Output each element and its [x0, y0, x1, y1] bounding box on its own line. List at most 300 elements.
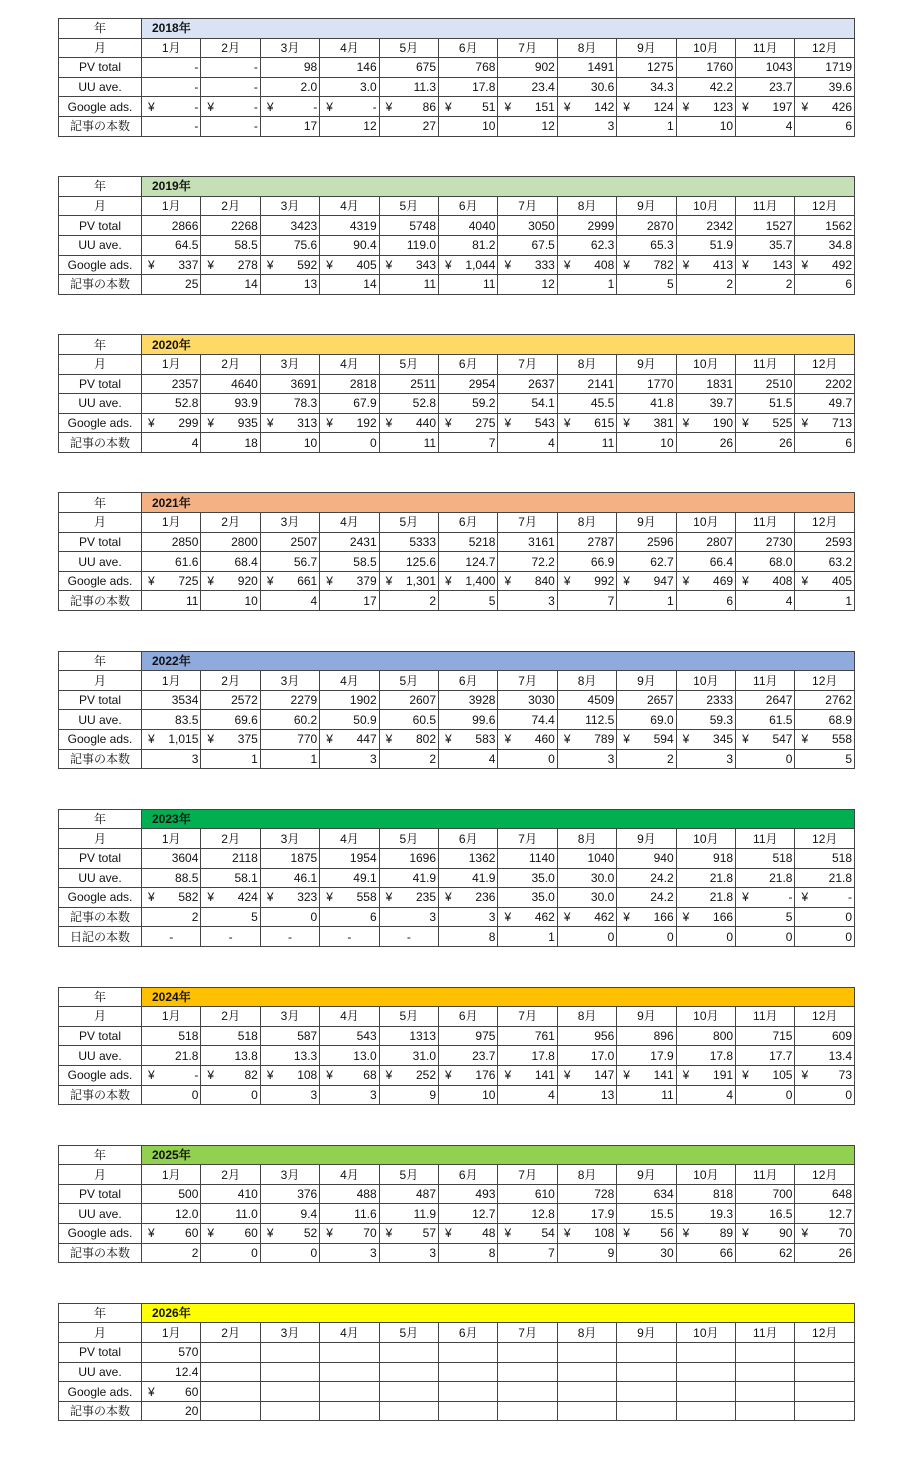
month-header[interactable]: 1月: [142, 354, 201, 374]
month-header[interactable]: 5月: [379, 513, 438, 533]
cell[interactable]: 4: [439, 749, 498, 769]
cell[interactable]: 728: [557, 1184, 616, 1204]
month-header[interactable]: 3月: [260, 1323, 319, 1343]
cell[interactable]: 1: [795, 591, 855, 611]
cell[interactable]: 8: [439, 1243, 498, 1263]
cell[interactable]: 13: [260, 275, 319, 295]
cell[interactable]: 12: [320, 116, 379, 136]
cell[interactable]: 1875: [260, 848, 319, 868]
cell[interactable]: 56.7: [260, 552, 319, 572]
cell[interactable]: [201, 97, 260, 117]
cell[interactable]: 1040: [557, 848, 616, 868]
cell[interactable]: 10: [676, 116, 735, 136]
cell[interactable]: 12.7: [439, 1204, 498, 1224]
month-label[interactable]: 月: [59, 829, 142, 849]
cell[interactable]: 25: [142, 275, 201, 295]
cell[interactable]: 0: [617, 927, 676, 947]
cell[interactable]: 2357: [142, 374, 201, 394]
cell[interactable]: [201, 413, 260, 433]
cell[interactable]: [260, 571, 319, 591]
month-header[interactable]: 3月: [260, 671, 319, 691]
month-header[interactable]: 6月: [439, 1007, 498, 1027]
cell[interactable]: [676, 1343, 735, 1363]
cell[interactable]: 3: [557, 116, 616, 136]
cell[interactable]: 3: [142, 749, 201, 769]
year-title[interactable]: 2018年: [142, 19, 855, 39]
cell[interactable]: [142, 888, 201, 908]
cell[interactable]: [736, 1343, 795, 1363]
cell[interactable]: 17: [320, 591, 379, 611]
cell[interactable]: 2800: [201, 532, 260, 552]
cell[interactable]: 2787: [557, 532, 616, 552]
cell[interactable]: 4: [498, 1085, 557, 1105]
cell[interactable]: [379, 1382, 438, 1402]
cell[interactable]: 4: [260, 591, 319, 611]
month-header[interactable]: 6月: [439, 1165, 498, 1185]
cell[interactable]: 3: [379, 1243, 438, 1263]
cell[interactable]: 10: [439, 1085, 498, 1105]
cell[interactable]: [439, 97, 498, 117]
cell[interactable]: 410: [201, 1184, 260, 1204]
month-header[interactable]: 1月: [142, 38, 201, 58]
cell[interactable]: [320, 571, 379, 591]
cell[interactable]: 35.7: [736, 235, 795, 255]
cell[interactable]: 6: [676, 591, 735, 611]
month-header[interactable]: 1月: [142, 829, 201, 849]
cell[interactable]: 2: [379, 749, 438, 769]
cell[interactable]: [260, 1382, 319, 1402]
month-header[interactable]: 3月: [260, 196, 319, 216]
month-label[interactable]: 月: [59, 1323, 142, 1343]
cell[interactable]: 800: [676, 1026, 735, 1046]
cell[interactable]: [795, 571, 855, 591]
cell[interactable]: 88.5: [142, 868, 201, 888]
cell[interactable]: 21.8: [676, 888, 735, 908]
month-label[interactable]: 月: [59, 513, 142, 533]
month-label[interactable]: 月: [59, 1007, 142, 1027]
cell[interactable]: 0: [260, 907, 319, 927]
cell[interactable]: 21.8: [736, 868, 795, 888]
cell[interactable]: 5748: [379, 216, 438, 236]
cell[interactable]: 768: [439, 58, 498, 78]
month-header[interactable]: 3月: [260, 829, 319, 849]
cell[interactable]: 543: [320, 1026, 379, 1046]
cell[interactable]: [439, 888, 498, 908]
cell[interactable]: 2: [142, 1243, 201, 1263]
year-title[interactable]: 2023年: [142, 809, 855, 829]
cell[interactable]: -: [142, 77, 201, 97]
month-header[interactable]: 8月: [557, 1007, 616, 1027]
cell[interactable]: 1562: [795, 216, 855, 236]
month-label[interactable]: 月: [59, 1165, 142, 1185]
year-title[interactable]: 2022年: [142, 651, 855, 671]
cell[interactable]: -: [142, 927, 201, 947]
cell[interactable]: 30.0: [557, 888, 616, 908]
cell[interactable]: 9: [557, 1243, 616, 1263]
cell[interactable]: 98: [260, 58, 319, 78]
cell[interactable]: 0: [795, 1085, 855, 1105]
cell[interactable]: [201, 1065, 260, 1085]
row-label-pv[interactable]: PV total: [59, 1026, 142, 1046]
cell[interactable]: 0: [736, 749, 795, 769]
cell[interactable]: [379, 571, 438, 591]
cell[interactable]: 11: [142, 591, 201, 611]
cell[interactable]: [676, 730, 735, 750]
cell[interactable]: 12.8: [498, 1204, 557, 1224]
cell[interactable]: 2333: [676, 690, 735, 710]
month-header[interactable]: 5月: [379, 196, 438, 216]
cell[interactable]: [142, 1382, 201, 1402]
cell[interactable]: [676, 571, 735, 591]
cell[interactable]: [617, 1343, 676, 1363]
cell[interactable]: 3423: [260, 216, 319, 236]
cell[interactable]: 21.8: [795, 868, 855, 888]
cell[interactable]: [379, 888, 438, 908]
row-label-uu[interactable]: UU ave.: [59, 1362, 142, 1382]
row-label-articles[interactable]: 記事の本数: [59, 1085, 142, 1105]
cell[interactable]: 69.6: [201, 710, 260, 730]
cell[interactable]: 58.1: [201, 868, 260, 888]
month-header[interactable]: 10月: [676, 671, 735, 691]
cell[interactable]: [676, 97, 735, 117]
month-header[interactable]: 5月: [379, 671, 438, 691]
cell[interactable]: 17.9: [557, 1204, 616, 1224]
cell[interactable]: 10: [439, 116, 498, 136]
cell[interactable]: 518: [795, 848, 855, 868]
cell[interactable]: 2954: [439, 374, 498, 394]
month-header[interactable]: 6月: [439, 1323, 498, 1343]
cell[interactable]: 5: [736, 907, 795, 927]
cell[interactable]: [795, 888, 855, 908]
cell[interactable]: 1: [498, 927, 557, 947]
month-header[interactable]: 12月: [795, 1007, 855, 1027]
cell[interactable]: 7: [557, 591, 616, 611]
cell[interactable]: 4319: [320, 216, 379, 236]
month-header[interactable]: 11月: [736, 1323, 795, 1343]
month-header[interactable]: 10月: [676, 513, 735, 533]
cell[interactable]: 30.0: [557, 868, 616, 888]
month-header[interactable]: 2月: [201, 196, 260, 216]
cell[interactable]: 15.5: [617, 1204, 676, 1224]
cell[interactable]: 3: [320, 1243, 379, 1263]
cell[interactable]: [617, 1065, 676, 1085]
cell[interactable]: 11: [557, 433, 616, 453]
cell[interactable]: 6: [320, 907, 379, 927]
cell[interactable]: 41.8: [617, 394, 676, 414]
month-header[interactable]: 2月: [201, 1165, 260, 1185]
cell[interactable]: [498, 1401, 557, 1421]
cell[interactable]: 1491: [557, 58, 616, 78]
month-header[interactable]: 4月: [320, 1323, 379, 1343]
cell[interactable]: 5: [439, 591, 498, 611]
cell[interactable]: 518: [201, 1026, 260, 1046]
cell[interactable]: 20: [142, 1401, 201, 1421]
cell[interactable]: 3: [320, 1085, 379, 1105]
cell[interactable]: 3: [320, 749, 379, 769]
cell[interactable]: 3050: [498, 216, 557, 236]
cell[interactable]: [736, 97, 795, 117]
month-header[interactable]: 8月: [557, 196, 616, 216]
cell[interactable]: [260, 1065, 319, 1085]
cell[interactable]: 3: [260, 1085, 319, 1105]
cell[interactable]: [617, 571, 676, 591]
cell[interactable]: 49.1: [320, 868, 379, 888]
month-label[interactable]: 月: [59, 354, 142, 374]
row-label-ads[interactable]: Google ads.: [59, 255, 142, 275]
year-label[interactable]: 年: [59, 1303, 142, 1323]
cell[interactable]: [498, 1343, 557, 1363]
cell[interactable]: 975: [439, 1026, 498, 1046]
cell[interactable]: 66.4: [676, 552, 735, 572]
month-header[interactable]: 11月: [736, 38, 795, 58]
cell[interactable]: 42.2: [676, 77, 735, 97]
cell[interactable]: 62.7: [617, 552, 676, 572]
row-label-uu[interactable]: UU ave.: [59, 394, 142, 414]
cell[interactable]: 487: [379, 1184, 438, 1204]
cell[interactable]: 1275: [617, 58, 676, 78]
month-header[interactable]: 12月: [795, 513, 855, 533]
cell[interactable]: 12.4: [142, 1362, 201, 1382]
cell[interactable]: -: [320, 927, 379, 947]
cell[interactable]: 68.4: [201, 552, 260, 572]
month-header[interactable]: 7月: [498, 1007, 557, 1027]
cell[interactable]: [201, 255, 260, 275]
cell[interactable]: [320, 1362, 379, 1382]
cell[interactable]: [498, 97, 557, 117]
month-header[interactable]: 8月: [557, 1165, 616, 1185]
month-header[interactable]: 9月: [617, 671, 676, 691]
cell[interactable]: [617, 1362, 676, 1382]
cell[interactable]: 11: [379, 433, 438, 453]
cell[interactable]: 610: [498, 1184, 557, 1204]
row-label-diary[interactable]: 日記の本数: [59, 927, 142, 947]
cell[interactable]: [676, 907, 735, 927]
cell[interactable]: [617, 1401, 676, 1421]
cell[interactable]: 1: [201, 749, 260, 769]
month-header[interactable]: 12月: [795, 196, 855, 216]
cell[interactable]: [379, 730, 438, 750]
cell[interactable]: 49.7: [795, 394, 855, 414]
row-label-uu[interactable]: UU ave.: [59, 235, 142, 255]
cell[interactable]: 1: [260, 749, 319, 769]
month-header[interactable]: 6月: [439, 671, 498, 691]
cell[interactable]: 2866: [142, 216, 201, 236]
month-header[interactable]: 4月: [320, 1165, 379, 1185]
month-header[interactable]: 12月: [795, 38, 855, 58]
year-label[interactable]: 年: [59, 335, 142, 355]
cell[interactable]: 6: [795, 116, 855, 136]
cell[interactable]: 2637: [498, 374, 557, 394]
cell[interactable]: [617, 413, 676, 433]
cell[interactable]: [439, 1065, 498, 1085]
cell[interactable]: 1902: [320, 690, 379, 710]
month-header[interactable]: 1月: [142, 1323, 201, 1343]
cell[interactable]: 41.9: [439, 868, 498, 888]
cell[interactable]: 75.6: [260, 235, 319, 255]
cell[interactable]: [142, 1224, 201, 1244]
cell[interactable]: 21.8: [676, 868, 735, 888]
month-header[interactable]: 8月: [557, 38, 616, 58]
year-label[interactable]: 年: [59, 19, 142, 39]
cell[interactable]: 2: [676, 275, 735, 295]
cell[interactable]: 902: [498, 58, 557, 78]
cell[interactable]: 2279: [260, 690, 319, 710]
cell[interactable]: 9.4: [260, 1204, 319, 1224]
cell[interactable]: 3030: [498, 690, 557, 710]
cell[interactable]: [557, 1224, 616, 1244]
cell[interactable]: -: [260, 927, 319, 947]
month-header[interactable]: 3月: [260, 38, 319, 58]
cell[interactable]: 13.0: [320, 1046, 379, 1066]
cell[interactable]: [736, 1382, 795, 1402]
cell[interactable]: [379, 97, 438, 117]
cell[interactable]: 0: [201, 1243, 260, 1263]
cell[interactable]: [736, 1362, 795, 1382]
cell[interactable]: -: [201, 927, 260, 947]
cell[interactable]: [260, 888, 319, 908]
cell[interactable]: 5333: [379, 532, 438, 552]
cell[interactable]: [557, 730, 616, 750]
cell[interactable]: 30: [617, 1243, 676, 1263]
cell[interactable]: 2: [617, 749, 676, 769]
cell[interactable]: [557, 1343, 616, 1363]
cell[interactable]: 3604: [142, 848, 201, 868]
month-header[interactable]: 3月: [260, 1007, 319, 1027]
cell[interactable]: [439, 1224, 498, 1244]
cell[interactable]: 570: [142, 1343, 201, 1363]
month-header[interactable]: 7月: [498, 354, 557, 374]
cell[interactable]: 64.5: [142, 235, 201, 255]
cell[interactable]: [142, 413, 201, 433]
cell[interactable]: 2141: [557, 374, 616, 394]
cell[interactable]: [201, 888, 260, 908]
row-label-ads[interactable]: Google ads.: [59, 97, 142, 117]
row-label-pv[interactable]: PV total: [59, 374, 142, 394]
cell[interactable]: 2572: [201, 690, 260, 710]
cell[interactable]: 11.0: [201, 1204, 260, 1224]
cell[interactable]: [439, 1343, 498, 1363]
cell[interactable]: [201, 1343, 260, 1363]
cell[interactable]: 7: [498, 1243, 557, 1263]
cell[interactable]: 4640: [201, 374, 260, 394]
cell[interactable]: 2596: [617, 532, 676, 552]
cell[interactable]: [260, 255, 319, 275]
cell[interactable]: 78.3: [260, 394, 319, 414]
cell[interactable]: [260, 1224, 319, 1244]
cell[interactable]: 34.8: [795, 235, 855, 255]
month-header[interactable]: 9月: [617, 196, 676, 216]
month-header[interactable]: 3月: [260, 354, 319, 374]
cell[interactable]: [320, 1343, 379, 1363]
year-label[interactable]: 年: [59, 177, 142, 197]
month-header[interactable]: 11月: [736, 1165, 795, 1185]
cell[interactable]: 2: [142, 907, 201, 927]
month-header[interactable]: 5月: [379, 38, 438, 58]
month-header[interactable]: 9月: [617, 1165, 676, 1185]
cell[interactable]: [379, 1362, 438, 1382]
month-header[interactable]: 4月: [320, 513, 379, 533]
month-header[interactable]: 12月: [795, 1323, 855, 1343]
month-header[interactable]: 10月: [676, 829, 735, 849]
year-title[interactable]: 2019年: [142, 177, 855, 197]
cell[interactable]: 17.8: [498, 1046, 557, 1066]
cell[interactable]: 648: [795, 1184, 855, 1204]
month-header[interactable]: 9月: [617, 829, 676, 849]
cell[interactable]: [557, 571, 616, 591]
month-header[interactable]: 7月: [498, 1323, 557, 1343]
year-label[interactable]: 年: [59, 493, 142, 513]
month-header[interactable]: 5月: [379, 354, 438, 374]
cell[interactable]: [320, 1065, 379, 1085]
cell[interactable]: 68.9: [795, 710, 855, 730]
cell[interactable]: [617, 730, 676, 750]
cell[interactable]: [498, 1382, 557, 1402]
cell[interactable]: 52.8: [379, 394, 438, 414]
cell[interactable]: [736, 888, 795, 908]
cell[interactable]: [439, 1362, 498, 1382]
year-label[interactable]: 年: [59, 1145, 142, 1165]
month-header[interactable]: 2月: [201, 513, 260, 533]
year-label[interactable]: 年: [59, 809, 142, 829]
month-header[interactable]: 7月: [498, 513, 557, 533]
cell[interactable]: [201, 1382, 260, 1402]
month-header[interactable]: 5月: [379, 1007, 438, 1027]
month-header[interactable]: 10月: [676, 354, 735, 374]
cell[interactable]: [557, 97, 616, 117]
cell[interactable]: 1696: [379, 848, 438, 868]
row-label-ads[interactable]: Google ads.: [59, 413, 142, 433]
month-header[interactable]: 11月: [736, 829, 795, 849]
cell[interactable]: 5: [617, 275, 676, 295]
cell[interactable]: 1: [617, 591, 676, 611]
cell[interactable]: 1140: [498, 848, 557, 868]
cell[interactable]: 13: [557, 1085, 616, 1105]
cell[interactable]: [795, 730, 855, 750]
cell[interactable]: 51.5: [736, 394, 795, 414]
cell[interactable]: 700: [736, 1184, 795, 1204]
month-header[interactable]: 12月: [795, 829, 855, 849]
row-label-ads[interactable]: Google ads.: [59, 1224, 142, 1244]
cell[interactable]: 30.6: [557, 77, 616, 97]
cell[interactable]: [676, 1362, 735, 1382]
cell[interactable]: 7: [439, 433, 498, 453]
cell[interactable]: 609: [795, 1026, 855, 1046]
cell[interactable]: 11.6: [320, 1204, 379, 1224]
cell[interactable]: 2607: [379, 690, 438, 710]
cell[interactable]: [320, 730, 379, 750]
cell[interactable]: 5: [201, 907, 260, 927]
cell[interactable]: 3691: [260, 374, 319, 394]
cell[interactable]: 1954: [320, 848, 379, 868]
cell[interactable]: 518: [142, 1026, 201, 1046]
cell[interactable]: 0: [260, 1243, 319, 1263]
cell[interactable]: 13.3: [260, 1046, 319, 1066]
cell[interactable]: 500: [142, 1184, 201, 1204]
cell[interactable]: [617, 1382, 676, 1402]
cell[interactable]: [736, 413, 795, 433]
cell[interactable]: 2511: [379, 374, 438, 394]
cell[interactable]: 61.5: [736, 710, 795, 730]
cell[interactable]: [379, 413, 438, 433]
cell[interactable]: 1527: [736, 216, 795, 236]
cell[interactable]: 3: [439, 907, 498, 927]
cell[interactable]: 24.2: [617, 888, 676, 908]
cell[interactable]: [498, 1065, 557, 1085]
cell[interactable]: [557, 907, 616, 927]
cell[interactable]: 1760: [676, 58, 735, 78]
cell[interactable]: 39.6: [795, 77, 855, 97]
cell[interactable]: 488: [320, 1184, 379, 1204]
